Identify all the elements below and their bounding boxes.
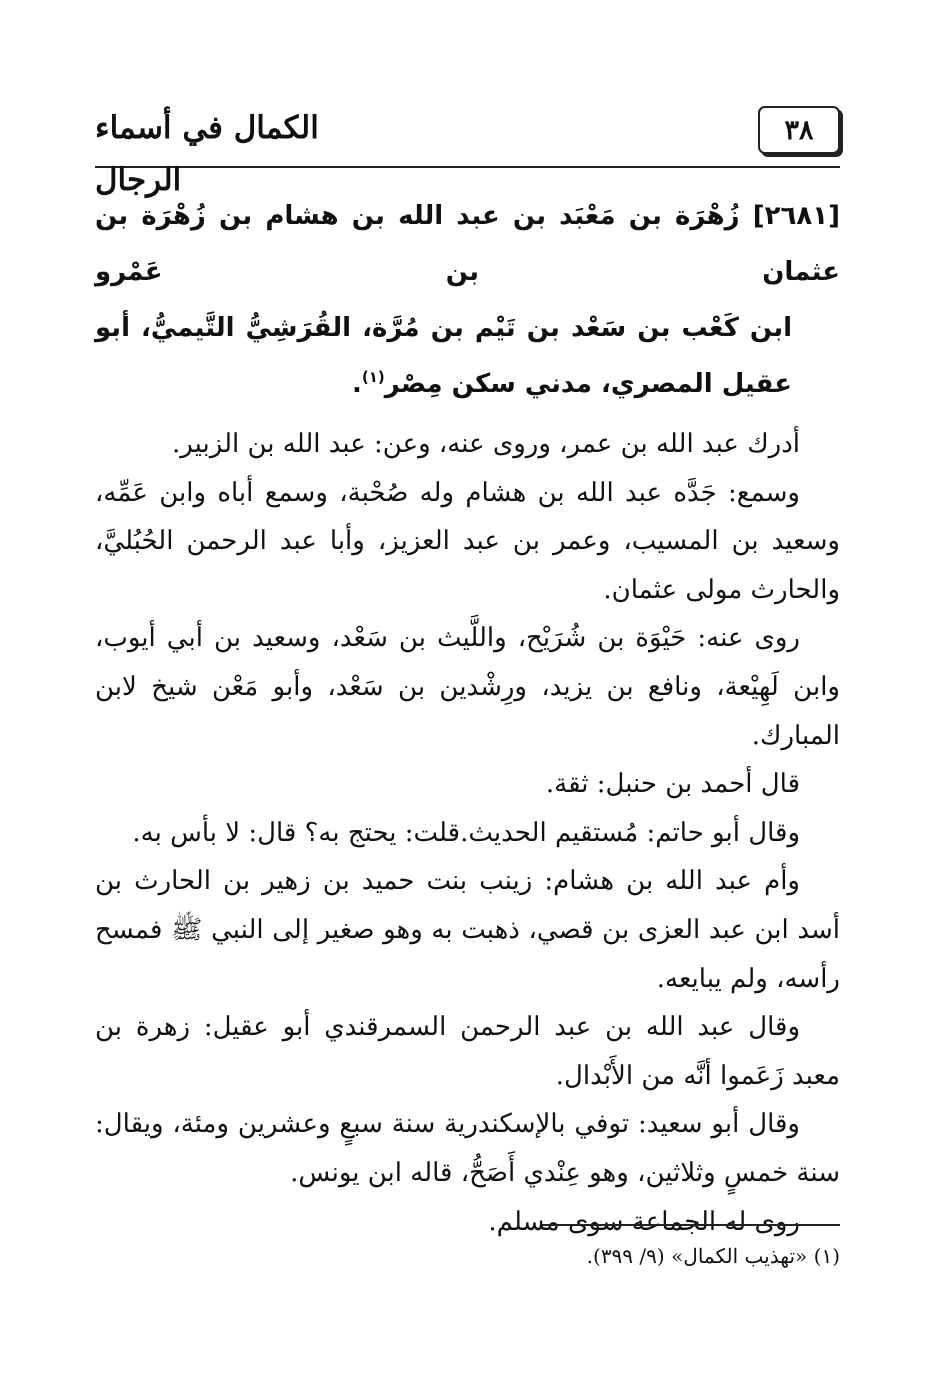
footnote: (١) «تهذيب الكمال» (٩/ ٣٩٩). (586, 1244, 840, 1268)
paragraph: قال أحمد بن حنبل: ثقة. (545, 769, 800, 800)
entry-heading-line1: [٢٦٨١] زُهْرَة بن مَعْبَد بن عبد الله بن هشام بن زُهْرَة بن عثمان بن عَمْرو (95, 201, 840, 287)
main-text (95, 188, 840, 1246)
paragraph: وقال أبو سعيد: توفي بالإسكندرية سنة سبعٍ وعشرين ومئة، ويقال: سنة خمسٍ وثلاثين، وهو عِنْدي أَصَحُّ، قاله ابن يونس. (95, 1109, 840, 1188)
book-title: الكمال في أسماء الرجال (95, 110, 319, 198)
page-number: ٣٨ (758, 106, 840, 154)
entry-heading-rest-text: ابن كَعْب بن سَعْد بن تَيْم بن مُرَّة، القُرَشِيُّ التَّيميُّ، أبو عقيل المصري، مدني سكن مِصْر (95, 313, 792, 399)
footnote-marker[interactable]: (١) (361, 368, 385, 386)
entry-heading (95, 188, 840, 412)
paragraph: أدرك عبد الله بن عمر، وروى عنه، وعن: عبد الله بن الزبير. (172, 429, 800, 459)
paragraph: وسمع: جَدَّه عبد الله بن هشام وله صُحْبة، وسمع أباه وابن عَمِّه، وسعيد بن المسيب، وعمر بن عبد العزيز، وأبا عبد الرحمن الحُبُليَّ، والحارث مولى عثمان. (95, 477, 840, 605)
entry-heading-rest (95, 300, 840, 412)
entry-heading-end: . (351, 369, 362, 399)
paragraph: وأم عبد الله بن هشام: زينب بنت حميد بن زهير بن الحارث بن أسد ابن عبد العزى بن قصي، ذهبت به وهو صغير إلى النبي ﷺ فمسح رأسه، ولم يبايعه. (95, 866, 840, 994)
paragraph: روى عنه: حَيْوَة بن شُرَيْح، واللَّيث بن سَعْد، وسعيد بن أبي أيوب، وابن لَهِيْعة، ونافع بن يزيد، ورِشْدين بن سَعْد، وأبو مَعْن شيخ لابن المبارك. (95, 623, 840, 751)
paragraph: روى له الجماعة سوى مسلم. (488, 1206, 800, 1237)
paragraph: وقال عبد الله بن عبد الرحمن السمرقندي أبو عقيل: زهرة بن معبد زَعَموا أنَّه من الأَبْدال. (95, 1012, 840, 1091)
paragraph: وقال أبو حاتم: مُستقيم الحديث.قلت: يحتج به؟ قال: لا بأس به. (132, 817, 800, 848)
page-header (95, 98, 840, 198)
footnote-divider (542, 1224, 840, 1226)
